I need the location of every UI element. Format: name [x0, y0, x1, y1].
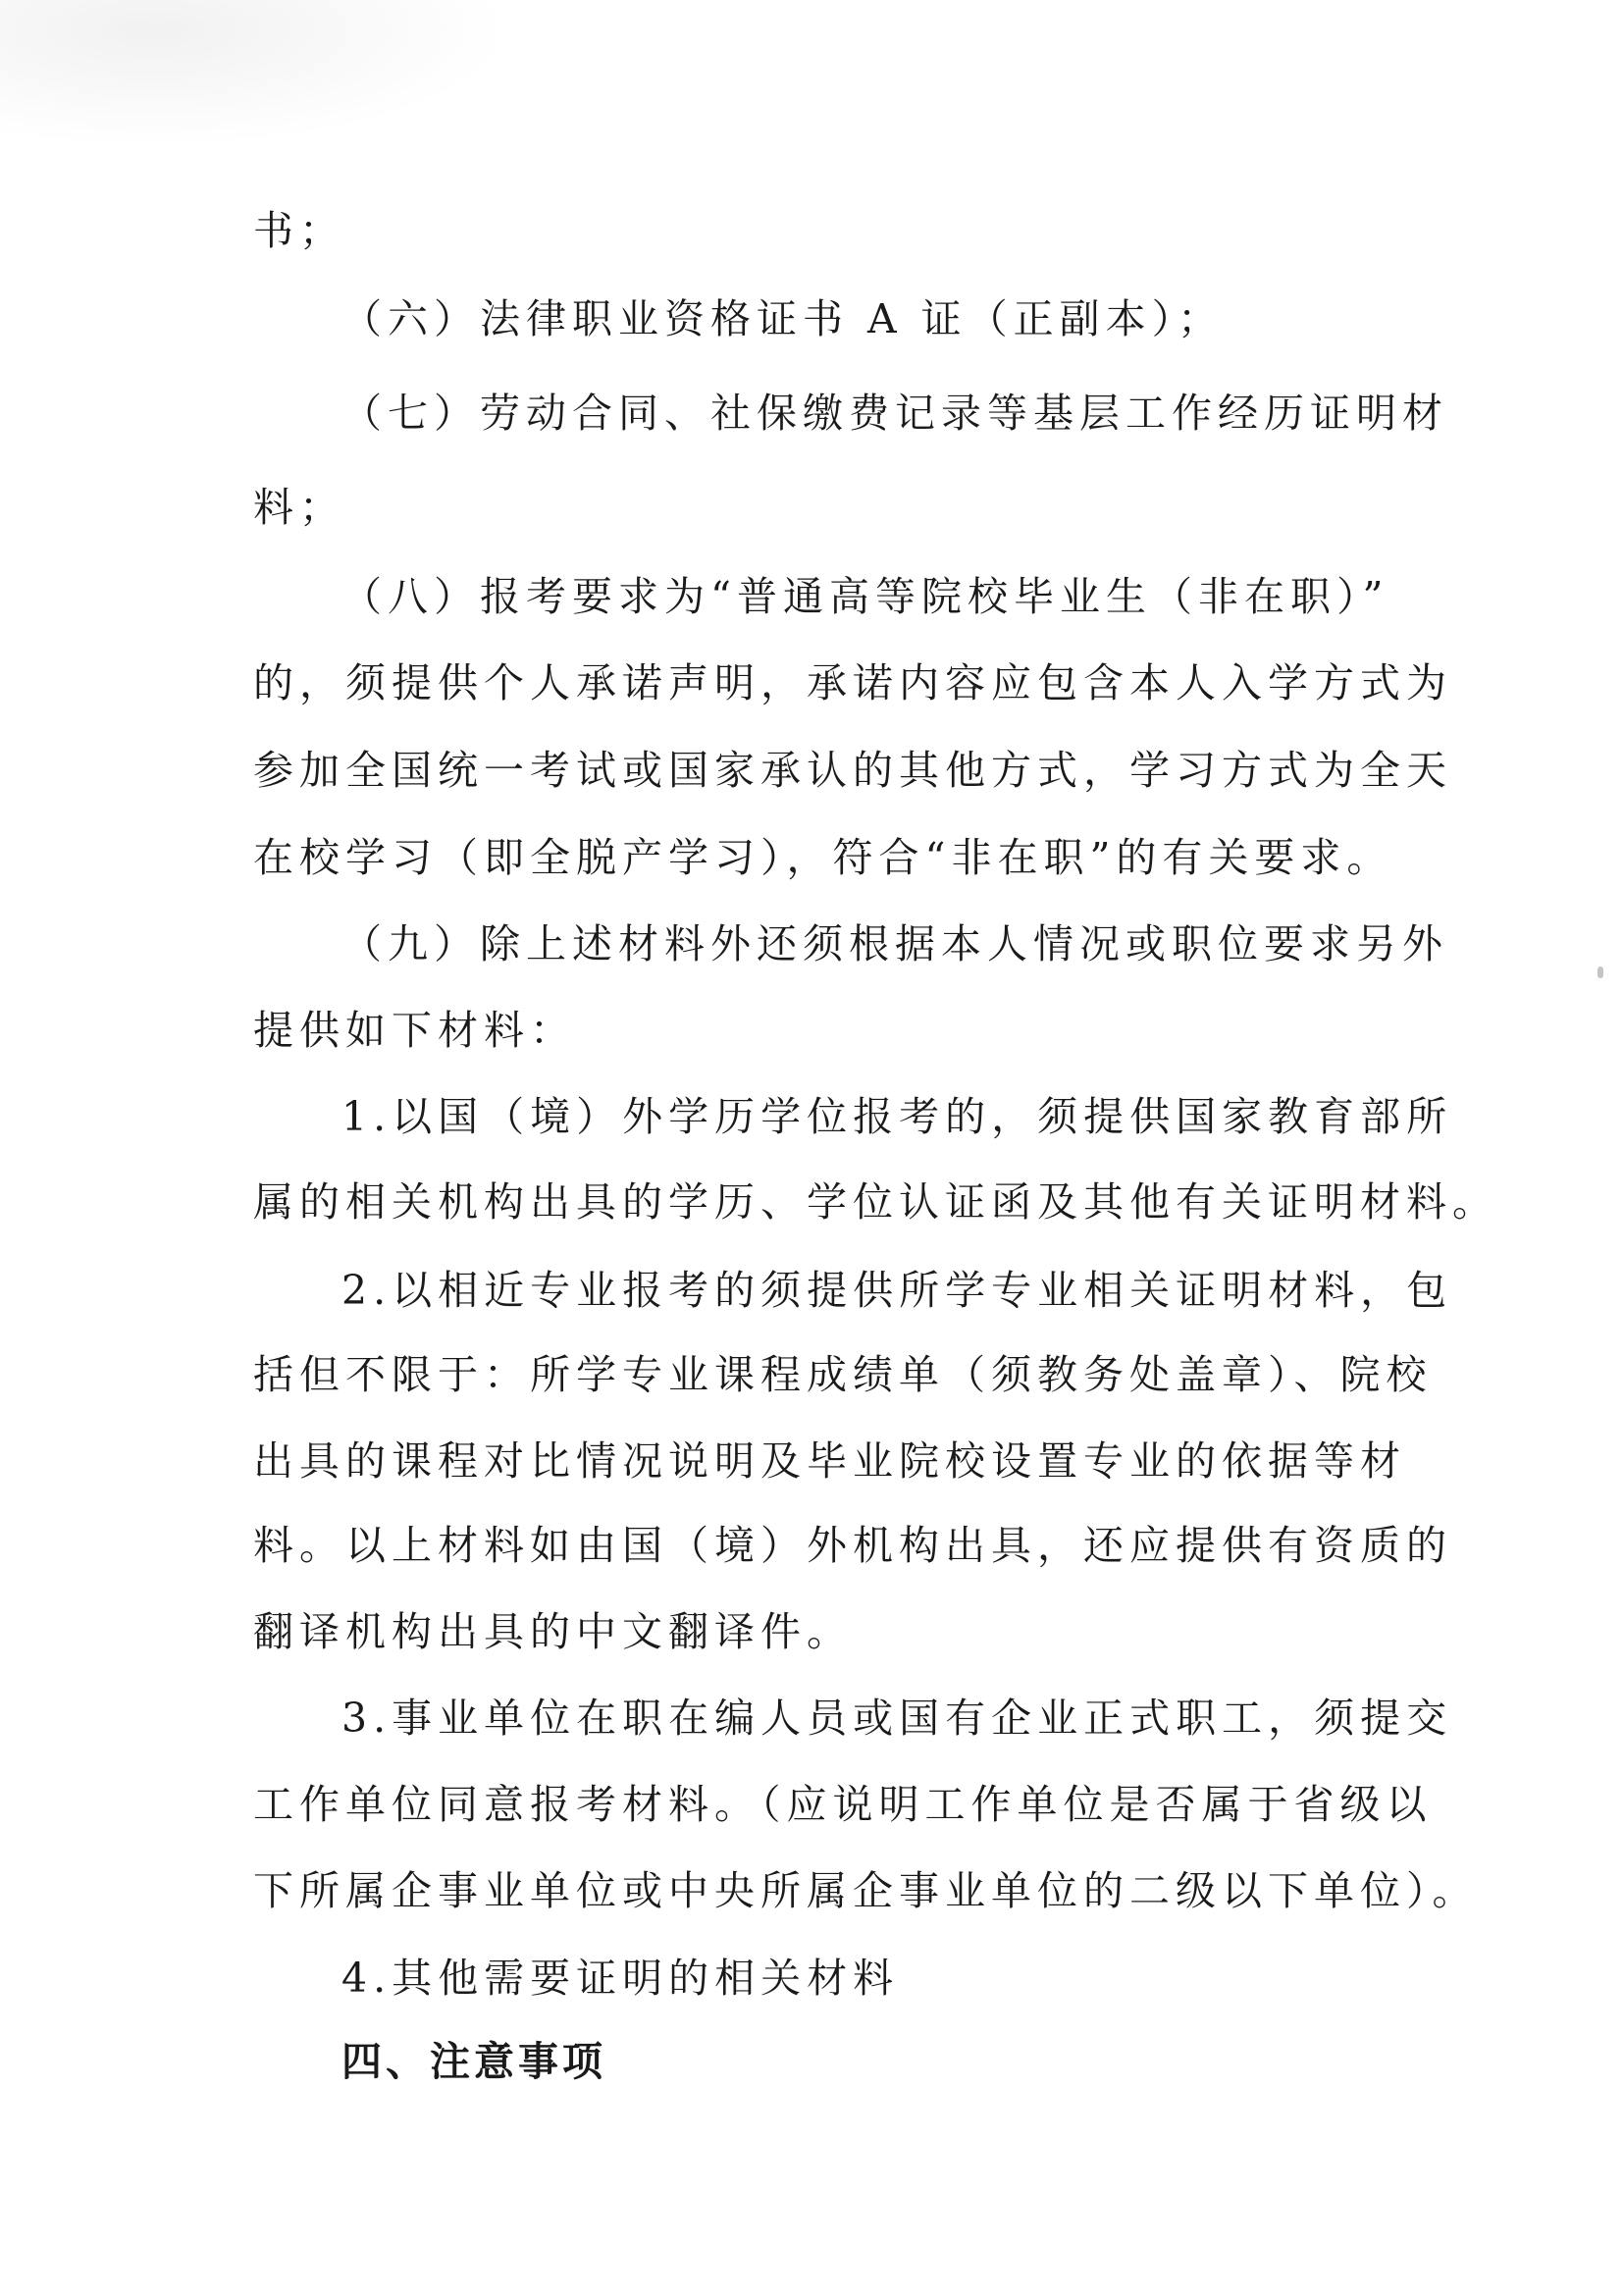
text-line: 2.以相近专业报考的须提供所学专业相关证明材料，包 [341, 1267, 1453, 1314]
text-line: 参加全国统一考试或国家承认的其他方式，学习方式为全天 [253, 747, 1452, 794]
text-line: 3.事业单位在职在编人员或国有企业正式职工，须提交 [341, 1695, 1453, 1742]
text-line: 属的相关机构出具的学历、学位认证函及其他有关证明材料。 [253, 1178, 1498, 1226]
text-line: （六）法律职业资格证书 A 证（正副本）； [341, 295, 1225, 342]
section-heading: 四、注意事项 [341, 2038, 606, 2085]
text-line: 工作单位同意报考材料。（应说明工作单位是否属于省级以 [253, 1781, 1433, 1828]
text-line: 料。以上材料如由国（境）外机构出具，还应提供有资质的 [253, 1522, 1452, 1569]
text-line: （八）报考要求为“普通高等院校毕业生（非在职）” [341, 573, 1389, 620]
text-line: 1.以国（境）外学历学位报考的，须提供国家教育部所 [341, 1093, 1453, 1140]
text-line: （七）劳动合同、社保缴费记录等基层工作经历证明材 [341, 390, 1448, 437]
scan-smudge [0, 0, 510, 147]
text-line: （九）除上述材料外还须根据本人情况或职位要求另外 [341, 920, 1448, 967]
text-line: 4.其他需要证明的相关材料 [341, 1955, 900, 2002]
text-line: 括但不限于：所学专业课程成绩单（须教务处盖章）、院校 [253, 1351, 1433, 1398]
scan-mark [1597, 966, 1603, 978]
text-line: 在校学习（即全脱产学习），符合“非在职”的有关要求。 [253, 834, 1393, 881]
text-line: 下所属企事业单位或中央所属企事业单位的二级以下单位）。 [253, 1867, 1479, 1914]
text-line: 书； [253, 207, 345, 254]
text-line: 料； [253, 484, 345, 531]
text-line: 提供如下材料： [253, 1007, 576, 1054]
text-line: 的，须提供个人承诺声明，承诺内容应包含本人入学方式为 [253, 659, 1452, 706]
text-line: 出具的课程对比情况说明及毕业院校设置专业的依据等材 [253, 1437, 1406, 1485]
text-line: 翻译机构出具的中文翻译件。 [253, 1608, 853, 1655]
